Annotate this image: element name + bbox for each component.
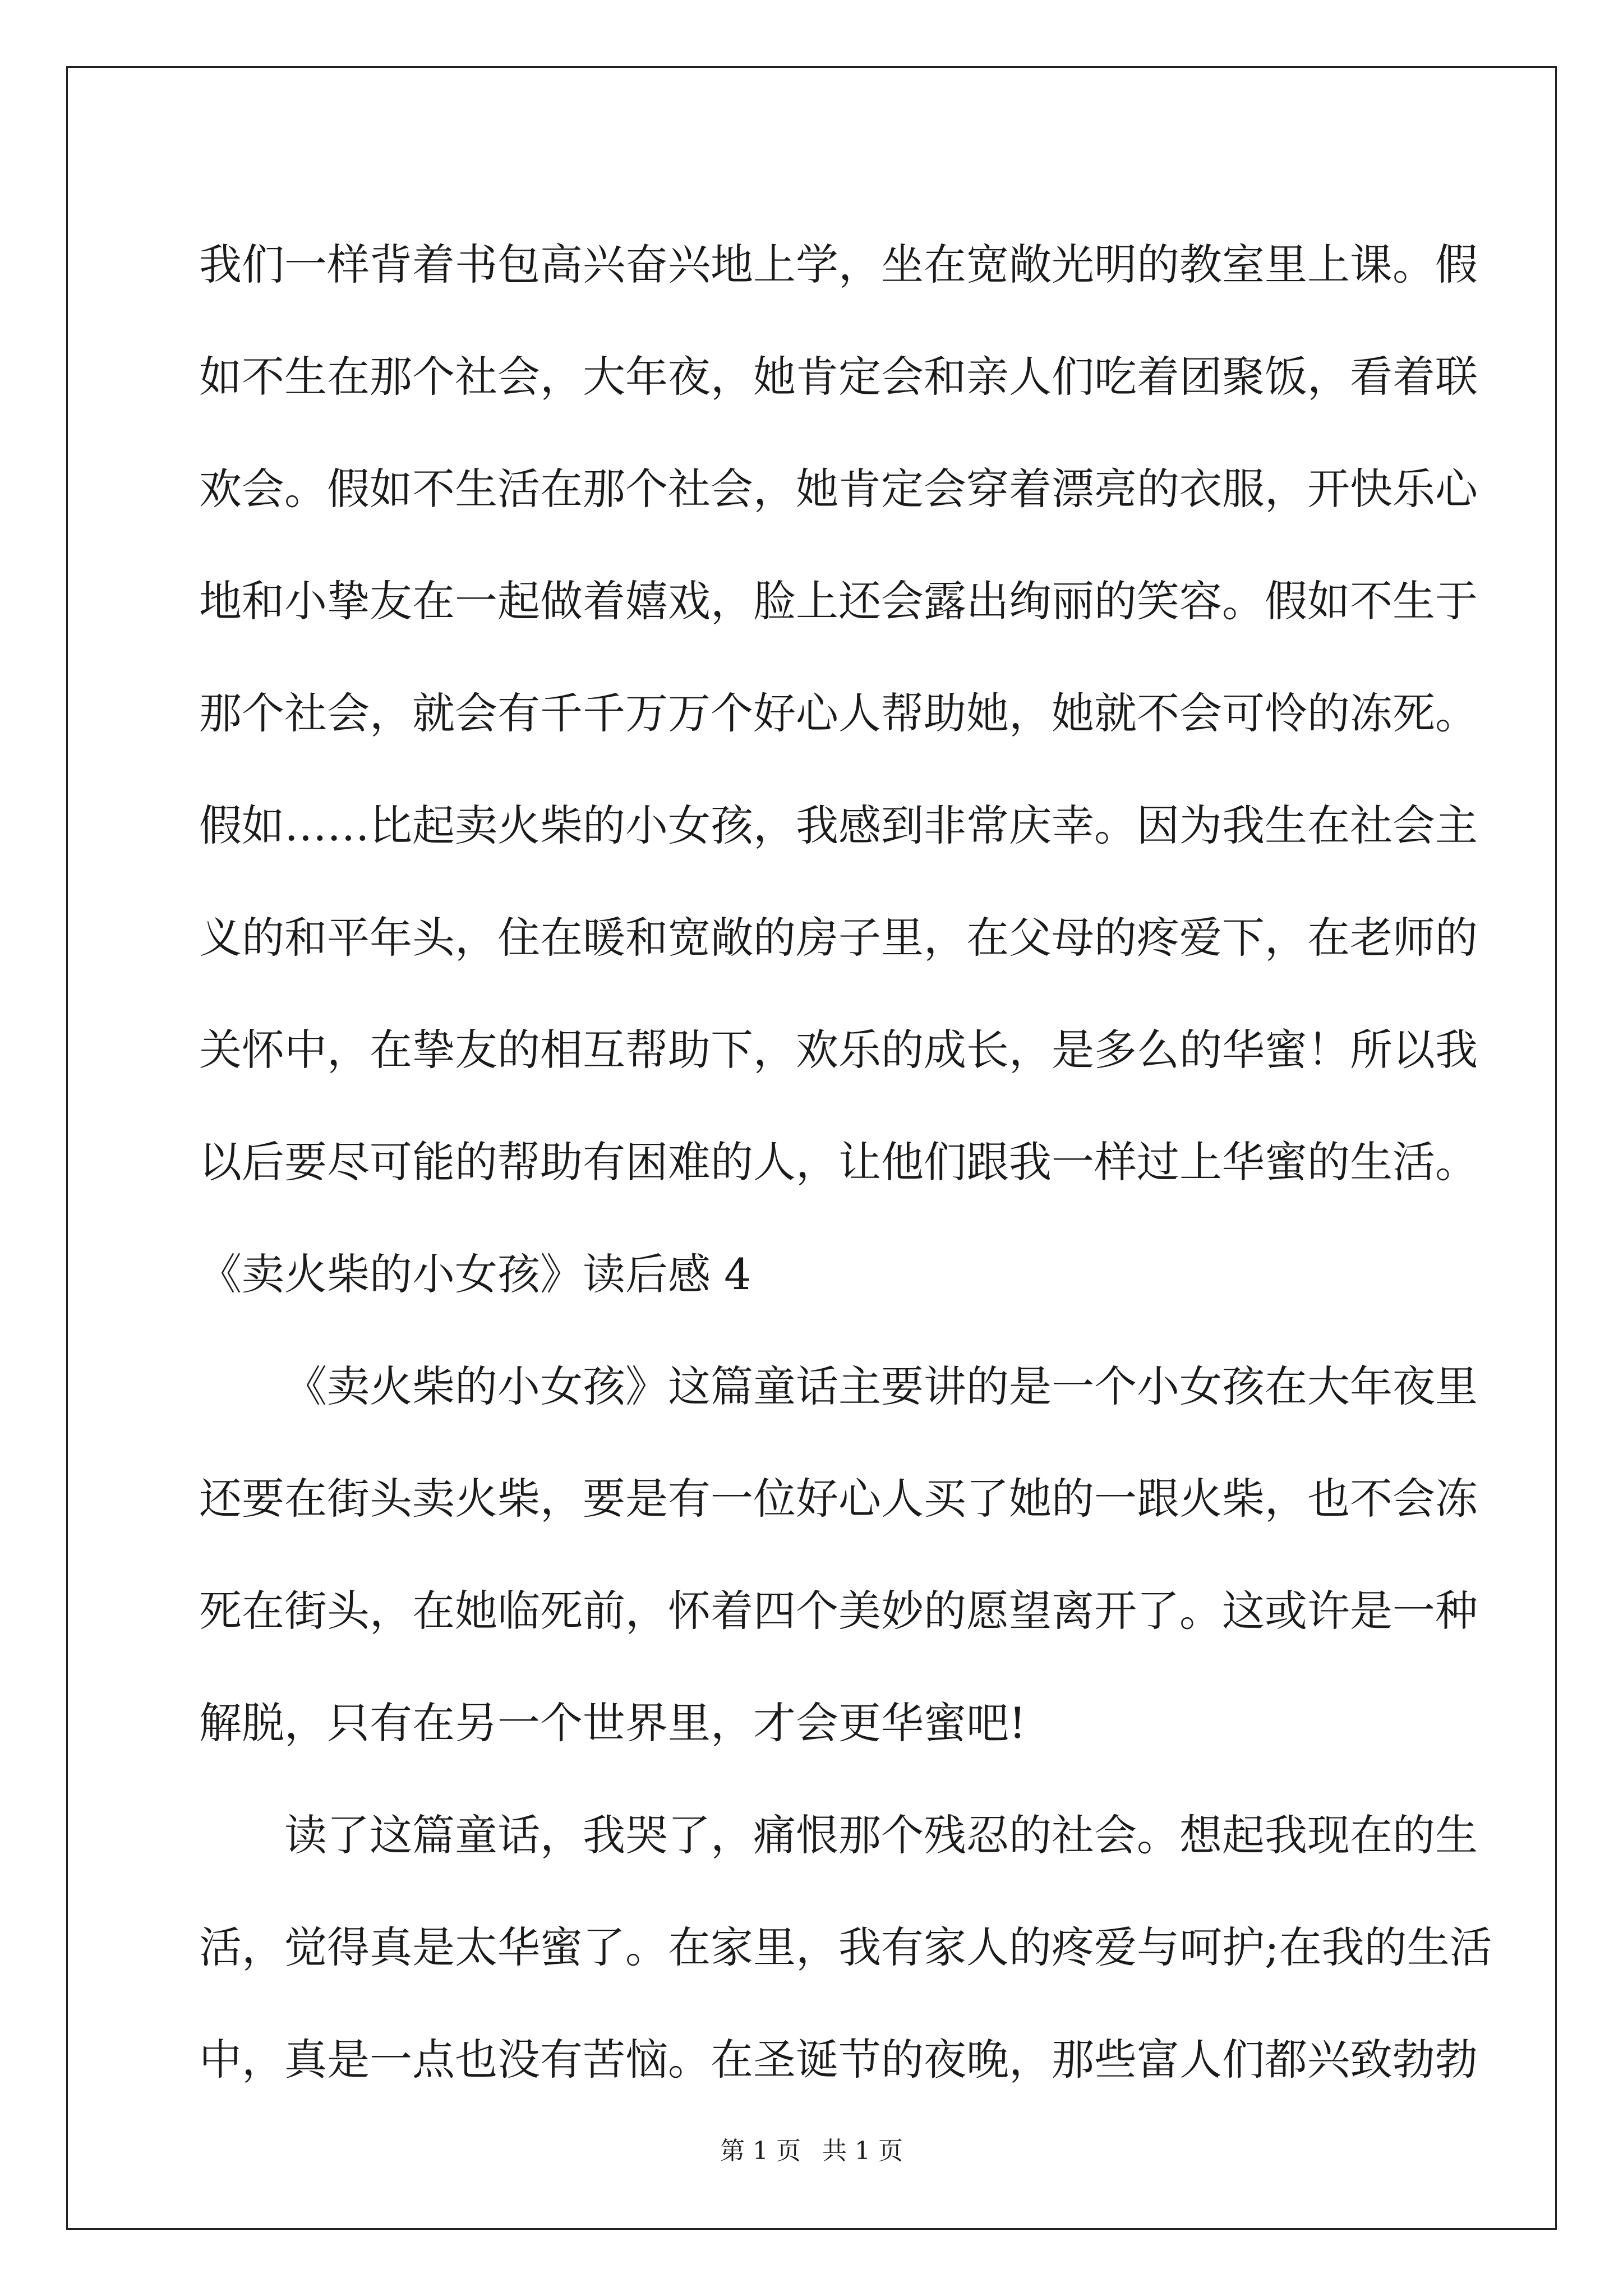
paragraph-line: 关怀中，在挚友的相互帮助下，欢乐的成长，是多么的华蜜！所以我 xyxy=(199,1025,1478,1075)
document-body xyxy=(199,209,1492,2116)
paragraph-line: 解脱，只有在另一个世界里，才会更华蜜吧! xyxy=(199,1698,1026,1748)
paragraph-line: 我们一样背着书包高兴奋兴地上学，坐在宽敞光明的教室里上课。假 xyxy=(199,240,1478,289)
section-heading: 《卖火柴的小女孩》读后感 4 xyxy=(199,1249,751,1299)
paragraph-line: 地和小挚友在一起做着嬉戏，脸上还会露出绚丽的笑容。假如不生于 xyxy=(199,576,1478,626)
paragraph-line: 义的和平年头，住在暖和宽敞的房子里，在父母的疼爱下，在老师的 xyxy=(199,913,1478,963)
paragraph-line: 欢会。假如不生活在那个社会，她肯定会穿着漂亮的衣服，开快乐心 xyxy=(199,464,1478,514)
paragraph-line: 那个社会，就会有千千万万个好心人帮助她，她就不会可怜的冻死。 xyxy=(199,688,1478,738)
paragraph-line: 《卖火柴的小女孩》这篇童话主要讲的是一个小女孩在大年夜里 xyxy=(284,1361,1478,1411)
paragraph-line: 以后要尽可能的帮助有困难的人，让他们跟我一样过上华蜜的生活。 xyxy=(199,1137,1478,1187)
paragraph-line: 中，真是一点也没有苦恼。在圣诞节的夜晚，那些富人们都兴致勃勃 xyxy=(199,2035,1478,2085)
page-number: 第 1 页 xyxy=(720,2137,801,2165)
paragraph-line: 还要在街头卖火柴，要是有一位好心人买了她的一跟火柴，也不会冻 xyxy=(199,1474,1478,1524)
paragraph-line: 假如……比起卖火柴的小女孩，我感到非常庆幸。因为我生在社会主 xyxy=(199,800,1478,850)
page-count: 共 1 页 xyxy=(822,2137,903,2165)
paragraph-line: 读了这篇童话，我哭了，痛恨那个残忍的社会。想起我现在的生 xyxy=(284,1810,1478,1860)
paragraph-line: 如不生在那个社会，大年夜，她肯定会和亲人们吃着团聚饭，看着联 xyxy=(199,352,1478,402)
paragraph-line: 死在街头，在她临死前，怀着四个美妙的愿望离开了。这或许是一种 xyxy=(199,1586,1478,1636)
page-footer xyxy=(0,2134,1623,2168)
paragraph-line: 活，觉得真是太华蜜了。在家里，我有家人的疼爱与呵护;在我的生活 xyxy=(199,1922,1492,1972)
